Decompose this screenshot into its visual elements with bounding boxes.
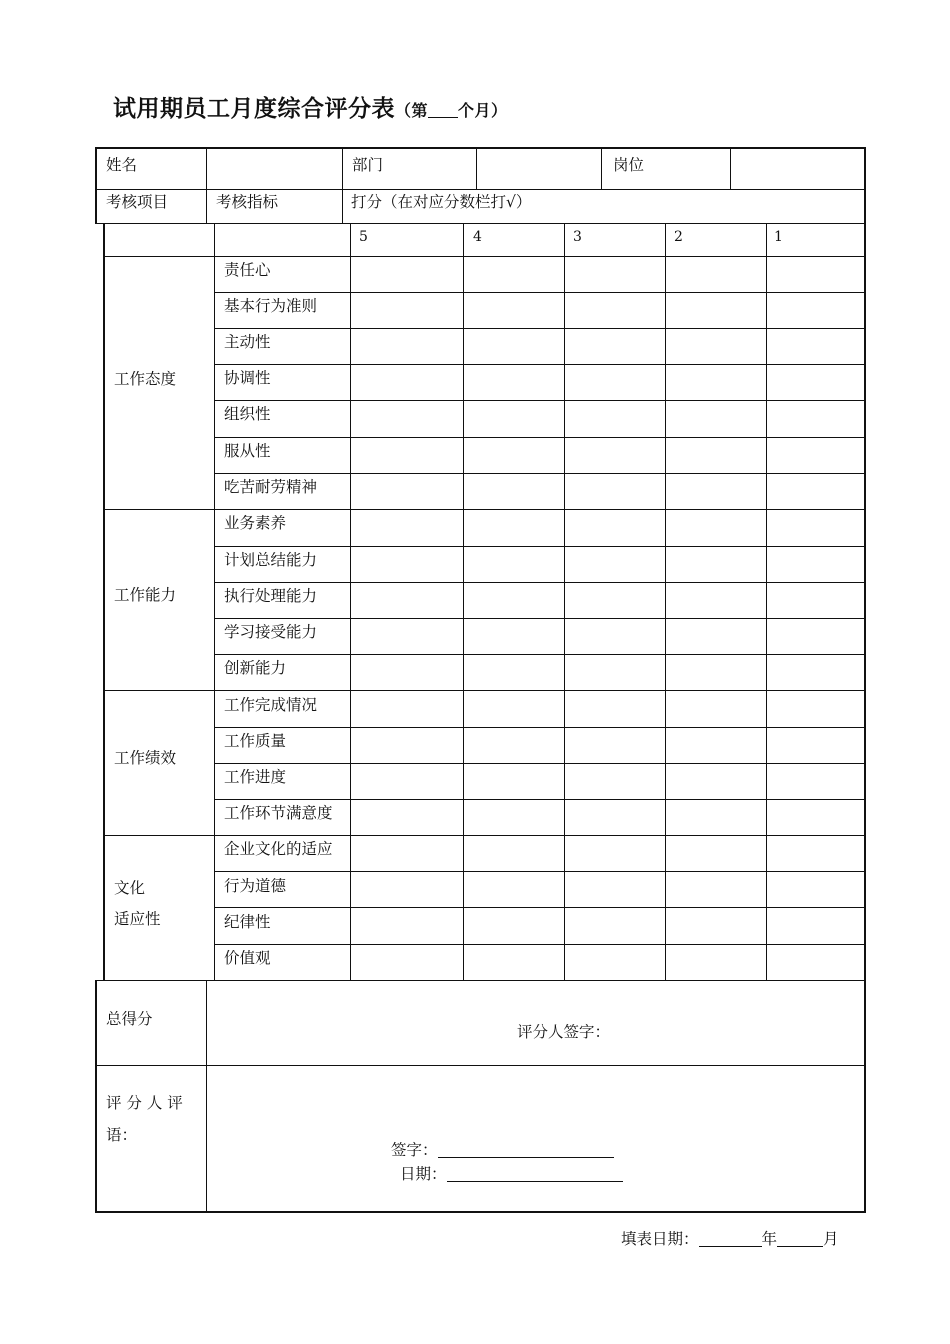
score-3-header: 3 xyxy=(573,229,582,245)
indicator-label: 创新能力 xyxy=(224,659,287,677)
department-label: 部门 xyxy=(352,156,384,174)
form-title xyxy=(113,90,508,123)
grid-row-line xyxy=(214,582,865,583)
score-4-header: 4 xyxy=(473,229,482,245)
assessment-indicator-header: 考核指标 xyxy=(216,193,279,211)
indicator-label: 协调性 xyxy=(224,369,271,387)
col-divider xyxy=(730,148,731,189)
position-field[interactable] xyxy=(732,150,862,188)
signature-field[interactable] xyxy=(438,1139,614,1158)
indicator-label: 组织性 xyxy=(224,405,271,423)
indicator-label: 学习接受能力 xyxy=(224,623,318,641)
grid-row-line xyxy=(214,618,865,619)
group-label-culture-line2: 适应性 xyxy=(114,910,161,928)
score-5-header: 5 xyxy=(359,229,368,245)
grid-col-divider xyxy=(350,223,351,981)
signature-row xyxy=(391,1139,614,1160)
indicator-label: 执行处理能力 xyxy=(224,587,318,605)
bottom-col-divider xyxy=(206,980,207,1212)
indicator-label: 纪律性 xyxy=(224,913,271,931)
grid-col-divider xyxy=(665,223,666,981)
row-divider xyxy=(95,223,866,224)
assessment-item-header: 考核项目 xyxy=(106,193,169,211)
grid-row-line xyxy=(214,292,865,293)
group-label-ability: 工作能力 xyxy=(114,586,177,604)
indicator-label: 服从性 xyxy=(224,442,271,460)
indicator-label: 企业文化的适应 xyxy=(224,840,333,858)
indicator-label: 主动性 xyxy=(224,333,271,351)
grid-row-line xyxy=(214,654,865,655)
table-top-border xyxy=(95,147,866,149)
table-left-border-bottom xyxy=(95,980,97,1213)
indicator-label: 工作质量 xyxy=(224,732,287,750)
grid-col-divider xyxy=(564,223,565,981)
total-score-label: 总得分 xyxy=(106,1010,153,1028)
score-1-header: 1 xyxy=(774,229,783,245)
title-paren-close: 个月） xyxy=(458,101,508,120)
department-field[interactable] xyxy=(478,150,599,188)
position-label: 岗位 xyxy=(613,156,645,174)
grid-col-divider xyxy=(463,223,464,981)
fill-date-label: 填表日期： xyxy=(621,1230,699,1248)
group-divider xyxy=(103,835,865,836)
total-row-bottom xyxy=(95,1065,866,1066)
grid-bottom-line xyxy=(95,980,866,981)
grid-left-border xyxy=(103,223,105,981)
indicator-label: 业务素养 xyxy=(224,514,287,532)
score-2-header: 2 xyxy=(674,229,683,245)
grid-row-line xyxy=(214,546,865,547)
scorer-comment-label-line1: 评 分 人 评 xyxy=(106,1094,183,1112)
indicator-label: 责任心 xyxy=(224,261,271,279)
month-label: 月 xyxy=(823,1230,839,1248)
indicator-label: 价值观 xyxy=(224,949,271,967)
grid-row-line xyxy=(214,944,865,945)
date-label: 日期： xyxy=(400,1165,447,1183)
date-field[interactable] xyxy=(447,1163,623,1182)
indicator-label: 计划总结能力 xyxy=(224,551,318,569)
group-divider xyxy=(103,509,865,510)
title-paren-open: （第 xyxy=(395,101,429,120)
table-right-border xyxy=(864,147,866,1213)
group-label-culture-line1: 文化 xyxy=(114,879,146,897)
fill-date-row xyxy=(621,1227,839,1249)
row-divider xyxy=(95,189,866,190)
name-field[interactable] xyxy=(208,150,340,188)
grid-row-line xyxy=(214,473,865,474)
score-instruction-header: 打分（在对应分数栏打√） xyxy=(351,193,532,211)
grid-row-line xyxy=(214,907,865,908)
indicator-label: 工作完成情况 xyxy=(224,696,318,714)
grid-row-line xyxy=(214,871,865,872)
name-label: 姓名 xyxy=(106,156,138,174)
grid-row-line xyxy=(214,437,865,438)
grid-row-line xyxy=(103,256,865,257)
grid-row-line xyxy=(214,328,865,329)
signature-label: 签字： xyxy=(391,1141,438,1159)
year-label: 年 xyxy=(761,1230,778,1248)
group-divider xyxy=(103,690,865,691)
fill-month-field[interactable] xyxy=(777,1228,823,1247)
grid-row-line xyxy=(214,799,865,800)
col-divider xyxy=(206,148,207,223)
scorer-signature-label: 评分人签字： xyxy=(517,1023,611,1041)
group-label-performance: 工作绩效 xyxy=(114,749,177,767)
col-divider xyxy=(342,148,343,223)
date-row xyxy=(400,1163,623,1184)
col-divider xyxy=(601,148,602,189)
indicator-label: 基本行为准则 xyxy=(224,297,318,315)
month-number-blank[interactable] xyxy=(428,117,458,118)
indicator-label: 工作环节满意度 xyxy=(224,804,333,822)
grid-col-divider xyxy=(766,223,767,981)
table-bottom-border xyxy=(95,1211,866,1213)
comment-area[interactable] xyxy=(208,1068,862,1128)
indicator-label: 工作进度 xyxy=(224,768,287,786)
indicator-label: 行为道德 xyxy=(224,877,287,895)
grid-row-line xyxy=(214,364,865,365)
fill-year-field[interactable] xyxy=(699,1228,762,1247)
grid-row-line xyxy=(214,727,865,728)
col-divider xyxy=(476,148,477,189)
grid-row-line xyxy=(214,400,865,401)
grid-col-divider xyxy=(214,223,215,981)
group-label-attitude: 工作态度 xyxy=(114,370,177,388)
table-left-border-top xyxy=(95,147,97,223)
scorer-comment-label-line2: 语： xyxy=(106,1126,138,1144)
title-main: 试用期员工月度综合评分表 xyxy=(113,96,395,122)
indicator-label: 吃苦耐劳精神 xyxy=(224,478,318,496)
grid-row-line xyxy=(214,763,865,764)
